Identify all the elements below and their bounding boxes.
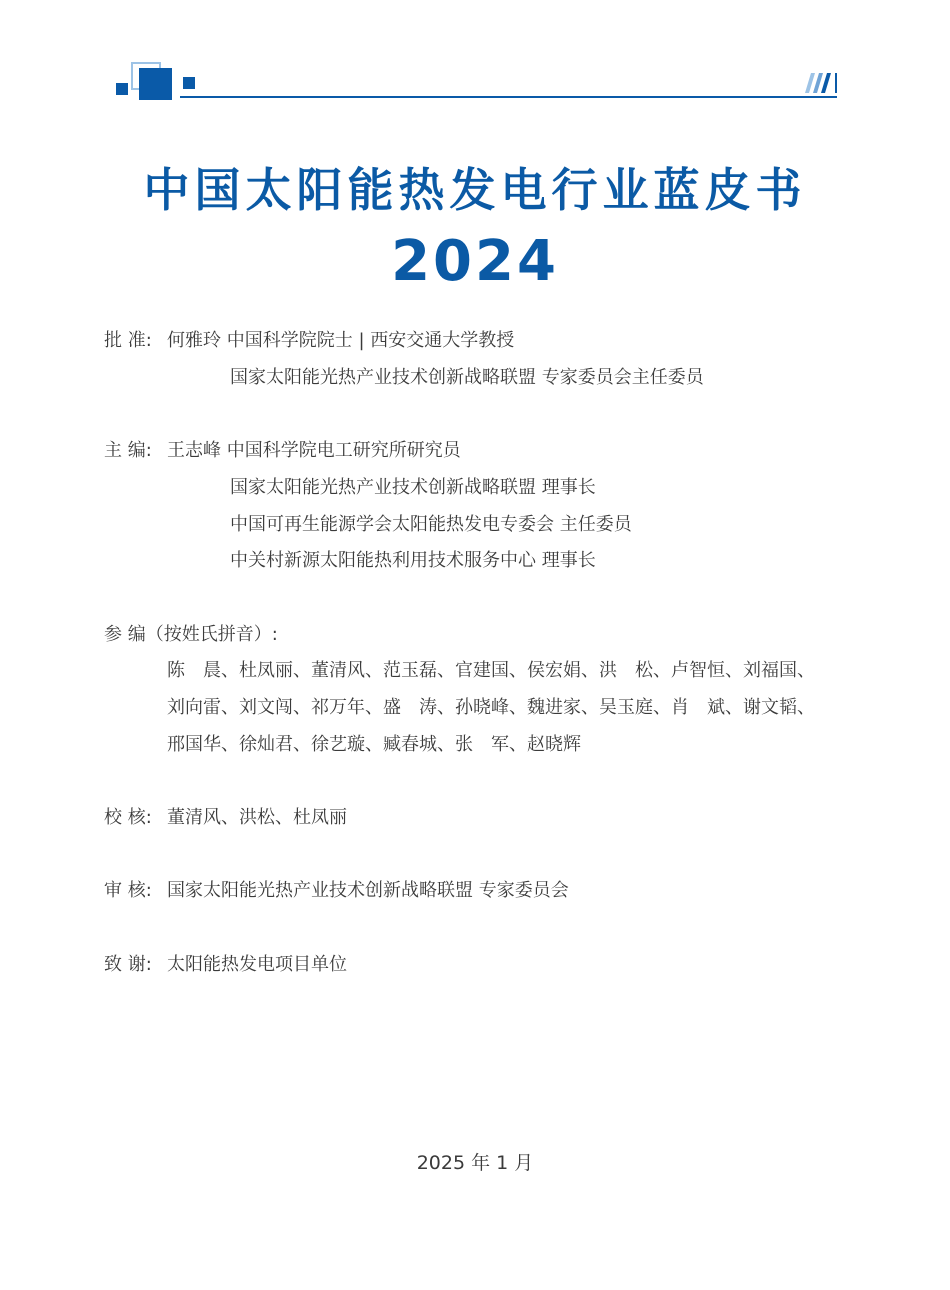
slash-marks-icon bbox=[805, 73, 839, 93]
proofreading-label: 校 核: bbox=[104, 807, 152, 828]
review-value: 国家太阳能光热产业技术创新战略联盟 专家委员会 bbox=[167, 880, 569, 901]
contributors-line-3: 邢国华、徐灿君、徐艺璇、臧春城、张 军、赵晓辉 bbox=[167, 734, 581, 755]
contributors-line-1: 陈 晨、杜凤丽、董清风、范玉磊、官建国、侯宏娟、洪 松、卢智恒、刘福国、 bbox=[167, 660, 815, 681]
proofreading-value: 董清风、洪松、杜凤丽 bbox=[167, 807, 347, 828]
publication-date: 2025 年 1 月 bbox=[416, 1152, 534, 1174]
approval-label: 批 准: bbox=[104, 330, 152, 351]
approval-line-2: 国家太阳能光热产业技术创新战略联盟 专家委员会主任委员 bbox=[230, 367, 704, 388]
chief-editor-line-3: 中国可再生能源学会太阳能热发电专委会 主任委员 bbox=[230, 514, 632, 535]
chief-editor-line-2: 国家太阳能光热产业技术创新战略联盟 理事长 bbox=[230, 477, 596, 498]
logo-square-big bbox=[139, 68, 172, 100]
header-decoration bbox=[0, 0, 950, 110]
chief-editor-line-1: 王志峰 中国科学院电工研究所研究员 bbox=[167, 440, 461, 461]
review-label: 审 核: bbox=[104, 880, 152, 901]
contributors-label: 参 编（按姓氏拼音）: bbox=[104, 624, 278, 645]
logo-square-small-right bbox=[183, 77, 195, 89]
logo-square-small-left bbox=[116, 83, 128, 95]
chief-editor-label: 主 编: bbox=[104, 440, 152, 461]
document-year: 2024 bbox=[391, 229, 559, 294]
acknowledgement-label: 致 谢: bbox=[104, 954, 152, 975]
document-title: 中国太阳能热发电行业蓝皮书 bbox=[143, 163, 807, 217]
acknowledgement-value: 太阳能热发电项目单位 bbox=[167, 954, 347, 975]
header-rule bbox=[180, 96, 837, 98]
approval-line-1: 何雅玲 中国科学院院士 | 西安交通大学教授 bbox=[167, 330, 515, 351]
contributors-line-2: 刘向雷、刘文闯、祁万年、盛 涛、孙晓峰、魏进家、吴玉庭、肖 斌、谢文韬、 bbox=[167, 697, 815, 718]
chief-editor-line-4: 中关村新源太阳能热利用技术服务中心 理事长 bbox=[230, 550, 596, 571]
